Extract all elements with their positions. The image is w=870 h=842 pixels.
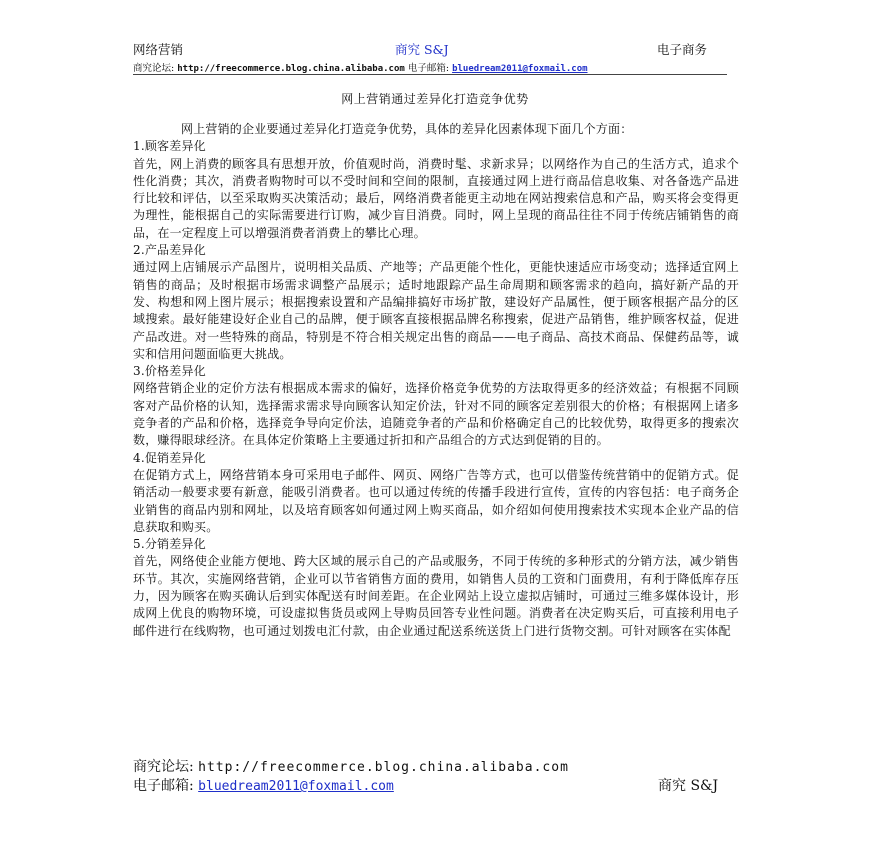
header-email-label: 电子邮箱: (407, 63, 450, 74)
page-header (133, 40, 733, 60)
section-heading: 3.价格差异化 (133, 364, 206, 379)
footer-email-label: 电子邮箱: (133, 778, 194, 794)
header-divider (133, 74, 727, 75)
section-text: 首先，网上消费的顾客具有思想开放，价值观时尚，消费时髦、求新求异；以网络作为自己的生活方式，追求个性化消费；其次，消费者购物时可以不受时间和空间的限制，直接通过网上进行商品信息收集、对各备选产品进行比较和评估，以至采取购买决策活动；最后，网络消费者能更主动地在网站搜索信息和产品，购买将会变得更为理性，能根据自己的实际需要进行订购，减少盲目消费。同时，网上呈现的商品往往不同于传统店铺销售的商品，在一定程度上可以增强消费者消费上的攀比心理。 (133, 156, 739, 240)
footer-email-link[interactable]: bluedream2011@foxmail.com (198, 779, 394, 794)
intro-paragraph: 网上营销的企业要通过差异化打造竞争优势，具体的差异化因素体现下面几个方面： (181, 122, 633, 136)
document-title: 网上营销通过差异化打造竞争优势 (341, 92, 529, 106)
header-topic: 电子商务 (657, 42, 708, 57)
footer-forum-url[interactable]: http://freecommerce.blog.china.alibaba.com (198, 760, 569, 775)
section-heading: 1.顾客差异化 (133, 139, 206, 154)
header-category: 网络营销 (133, 42, 184, 57)
header-contact-line (133, 60, 733, 74)
header-brand: 商究 S&J (395, 42, 449, 57)
header-email-link[interactable]: bluedream2011@foxmail.com (452, 64, 588, 74)
section-text: 在促销方式上，网络营销本身可采用电子邮件、网页、网络广告等方式，也可以借鉴传统营销中的促销方式。促销活动一般要求要有新意，能吸引消费者。也可以通过传统的传播手段进行宣传，宣传的内容包括：电子商务企业销售的商品内别和网址，以及培育顾客如何通过网上购买商品，如介绍如何使用搜索技术实现本企业产品的信息获取和购买。 (133, 467, 739, 534)
section-heading: 4.促销差异化 (133, 450, 206, 465)
footer-brand: 商究 S&J (658, 778, 719, 794)
section-heading: 5.分销差异化 (133, 537, 206, 552)
section-text: 网络营销企业的定价方法有根据成本需求的偏好，选择价格竞争优势的方法取得更多的经济效益；有根据不同顾客对产品价格的认知，选择需求需求导向顾客认知定价法，针对不同的顾客定差别很大的价格；有根据网上诸多竞争者的产品和价格，选择竞争导向定价法，追随竞争者的产品和价格确定自己的比较优势，取得更多的搜索次数，赚得眼球经济。在具体定价策略上主要通过折扣和产品组合的方式达到促销的目的。 (133, 381, 739, 448)
footer-email-line (133, 775, 733, 795)
section-text: 首先，网络使企业能方便地、跨大区域的展示自己的产品或服务，不同于传统的多种形式的分销方法，减少销售环节。其次，实施网络营销，企业可以节省销售方面的费用，如销售人员的工资和门面费用，有利于降低库存压力，因为顾客在购买确认后到实体配送有时间差距。在企业网站上设立虚拟店铺时，可通过三维多媒体设计，形成网上优良的购物环境，可设虚拟售货员或网上导购员回答专业性问题。消费者在决定购买后，可直接利用电子邮件进行在线购物，也可通过划拨电汇付款，由企业通过配送系统送货上门进行货物交割。可针对顾客在实体配 (133, 554, 739, 638)
document-body (133, 121, 739, 640)
header-forum-url[interactable]: http://freecommerce.blog.china.alibaba.com (177, 64, 405, 74)
section-heading: 2.产品差异化 (133, 243, 206, 258)
header-forum-label: 商究论坛: (133, 63, 175, 74)
footer-forum-label: 商究论坛: (133, 759, 194, 775)
footer-forum-line (133, 756, 733, 776)
section-text: 通过网上店铺展示产品图片，说明相关品质、产地等；产品更能个性化，更能快速适应市场变动；选择适宜网上销售的商品；及时根据市场需求调整产品展示；适时地跟踪产品生命周期和顾客需求的趋向，搞好新产品的开发、构想和网上图片展示；根据搜索设置和产品编排搞好市场扩散，建设好产品属性，便于顾客根据产品分的区域搜索。最好能建设好企业自己的品牌，便于顾客直接根据品牌名称搜索，促进产品销售，维护顾客权益，促进产品改进。对一些特殊的商品，特别是不符合相关规定出售的商品——电子商品、高技术商品、保健药品等，诚实和信用问题面临更大挑战。 (133, 260, 739, 361)
